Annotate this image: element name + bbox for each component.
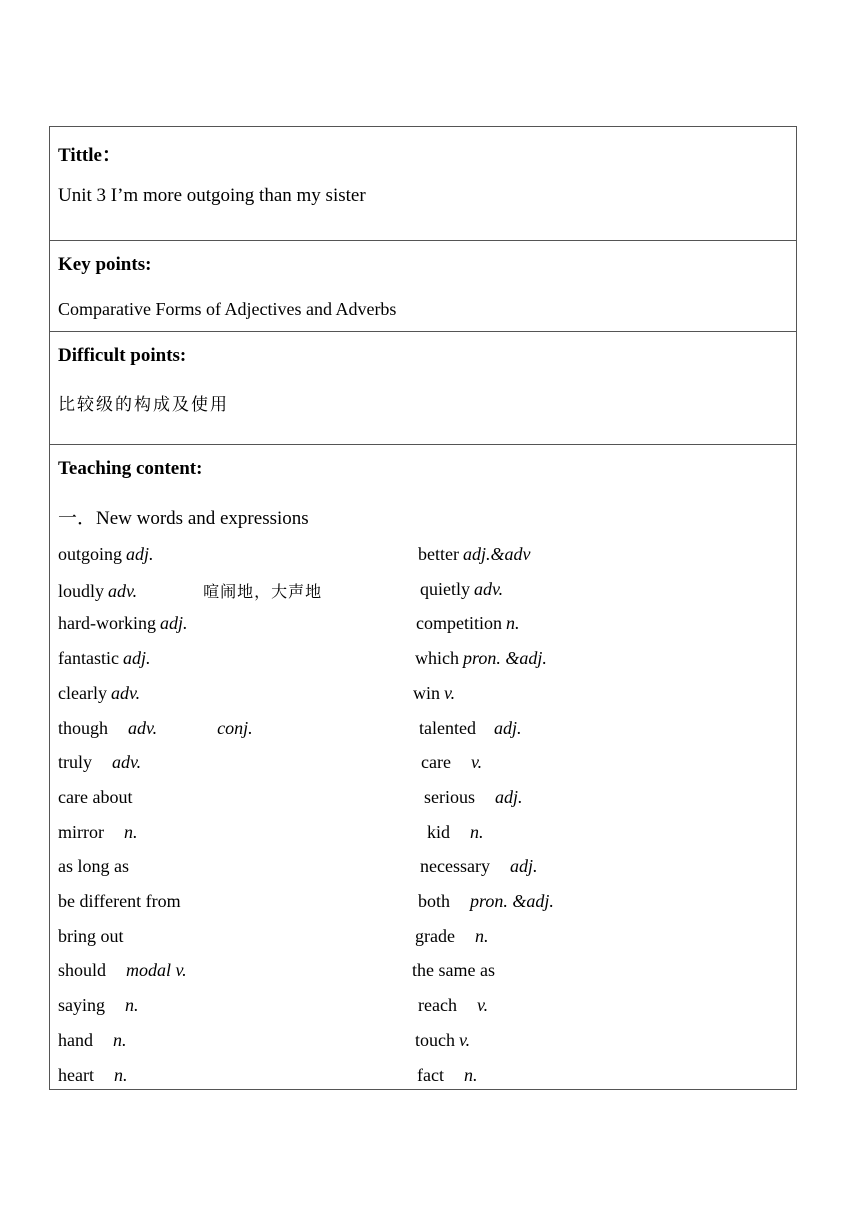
teaching-content-heading: Teaching content: — [58, 458, 203, 479]
word-left-pos: n. — [125, 995, 139, 1016]
word-right-term: talented — [419, 717, 476, 738]
word-left-pos: adj. — [159, 613, 188, 634]
word-right-term: touch — [415, 1029, 455, 1050]
word-right-pos: pron. &adj. — [470, 891, 554, 911]
word-right-entry — [415, 648, 547, 669]
word-row — [50, 856, 796, 886]
word-left-entry — [58, 648, 217, 669]
word-left-pos: n. — [113, 1029, 127, 1050]
word-right-pos: adj. — [509, 856, 538, 877]
word-row — [50, 787, 796, 817]
word-left-entry — [58, 856, 199, 877]
word-left-entry — [58, 926, 194, 947]
key-points-heading: Key points: — [58, 254, 152, 275]
word-right-pos: pron. &adj. — [463, 648, 547, 669]
word-right-entry — [421, 752, 482, 773]
word-left-entry — [58, 683, 206, 704]
key-points-text: Comparative Forms of Adjectives and Adverbs — [58, 299, 397, 319]
word-right-pos: n. — [505, 613, 520, 634]
teaching-content-section — [50, 445, 796, 1089]
word-right-pos: adj. — [495, 786, 523, 807]
word-right-entry — [412, 960, 499, 981]
word-right-term: quietly — [420, 578, 470, 599]
word-right-entry — [417, 1065, 477, 1086]
word-right-entry — [415, 926, 488, 947]
word-right-term: better — [418, 544, 459, 564]
word-left-term: hard-working — [58, 613, 156, 634]
word-left-entry — [58, 718, 259, 739]
word-left-pos: n. — [113, 1064, 128, 1085]
word-left-term: saying — [58, 995, 105, 1016]
word-row — [50, 579, 796, 609]
word-left-term: hand — [58, 1029, 93, 1050]
word-left-pos: n. — [123, 821, 138, 842]
word-right-term: necessary — [420, 856, 490, 877]
title-section — [50, 127, 796, 241]
word-row — [50, 822, 796, 852]
word-left-entry — [58, 752, 207, 773]
word-right-pos: adv. — [474, 578, 504, 599]
lesson-plan-table — [49, 126, 797, 1090]
word-left-entry — [58, 960, 253, 981]
word-right-term: fact — [417, 1064, 444, 1085]
word-left-term: fantastic — [58, 648, 119, 669]
word-left-entry — [58, 613, 254, 634]
word-left-pos: adj. — [122, 648, 151, 669]
word-left-pos: adv. — [128, 717, 158, 738]
word-left-term: mirror — [58, 821, 104, 842]
word-row — [50, 960, 796, 990]
word-left-pos: adv. — [110, 682, 141, 703]
word-left-entry — [58, 1065, 193, 1086]
word-right-pos: v. — [444, 682, 456, 703]
word-right-entry — [427, 822, 484, 843]
word-right-pos: adj. — [493, 717, 522, 738]
word-right-term: kid — [427, 821, 451, 842]
word-left-entry — [58, 1030, 193, 1051]
word-left-term: though — [58, 717, 109, 738]
word-left-term: heart — [58, 1064, 94, 1085]
word-left-entry — [58, 787, 202, 808]
word-right-pos: n. — [463, 1064, 478, 1085]
word-right-entry — [413, 683, 455, 704]
word-row — [50, 891, 796, 921]
word-left-pos: adj. — [126, 544, 154, 564]
word-left-pos-extra: conj. — [217, 717, 253, 738]
word-right-term: win — [413, 682, 440, 703]
word-right-entry — [419, 718, 522, 739]
word-left-term: as long as — [58, 856, 129, 877]
word-left-term: clearly — [58, 682, 107, 703]
word-left-meaning: 喧闹地，大声地 — [203, 581, 323, 601]
title-text: Unit 3 I’m more outgoing than my sister — [58, 185, 366, 206]
word-right-term: reach — [418, 995, 457, 1016]
word-left-term: bring out — [58, 925, 124, 946]
word-right-entry — [424, 787, 523, 808]
word-row — [50, 752, 796, 782]
word-right-entry — [418, 544, 530, 565]
teaching-content-subheading: 一．New words and expressions — [58, 508, 309, 529]
word-right-pos: v. — [476, 995, 489, 1016]
word-right-entry — [416, 613, 519, 634]
word-left-term: truly — [58, 752, 92, 773]
word-row — [50, 648, 796, 678]
word-left-term: be different from — [58, 891, 181, 911]
word-left-pos: modal v. — [126, 960, 187, 981]
title-heading: Tittle： — [58, 145, 121, 166]
word-row — [50, 613, 796, 643]
word-right-pos: n. — [470, 821, 484, 842]
word-right-term: care — [421, 752, 451, 773]
word-row — [50, 995, 796, 1025]
word-right-entry — [420, 856, 537, 877]
difficult-points-text: 比较级的构成及使用 — [58, 395, 229, 415]
word-right-term: which — [415, 648, 459, 669]
word-right-term: serious — [424, 786, 475, 807]
word-left-pos: adv. — [108, 580, 138, 601]
word-row — [50, 926, 796, 956]
word-row — [50, 1065, 796, 1095]
word-right-pos: adj.&adv — [462, 544, 531, 564]
word-left-entry — [58, 995, 205, 1016]
word-row — [50, 1030, 796, 1060]
word-right-term: the same as — [412, 960, 495, 981]
word-right-pos: n. — [474, 925, 489, 946]
word-left-entry — [58, 822, 203, 843]
word-right-term: competition — [416, 613, 502, 634]
word-right-term: grade — [415, 925, 455, 946]
word-right-entry — [420, 579, 503, 600]
word-right-pos: v. — [459, 1029, 471, 1050]
word-left-pos: adv. — [112, 752, 142, 773]
word-row — [50, 544, 796, 574]
word-left-term: care about — [58, 786, 133, 807]
word-right-term: both — [418, 891, 451, 911]
difficult-points-section — [50, 332, 796, 445]
word-left-entry — [58, 579, 322, 602]
word-row — [50, 683, 796, 713]
word-left-term: outgoing — [58, 544, 123, 564]
word-left-term: should — [58, 960, 107, 981]
word-right-entry — [415, 1030, 470, 1051]
word-left-entry — [58, 544, 220, 565]
word-right-entry — [418, 995, 488, 1016]
key-points-section — [50, 241, 796, 332]
difficult-points-heading: Difficult points: — [58, 345, 187, 366]
word-left-entry — [58, 891, 251, 912]
word-left-term: loudly — [58, 580, 105, 601]
word-right-entry — [418, 891, 554, 912]
word-row — [50, 718, 796, 748]
word-right-pos: v. — [470, 752, 483, 773]
